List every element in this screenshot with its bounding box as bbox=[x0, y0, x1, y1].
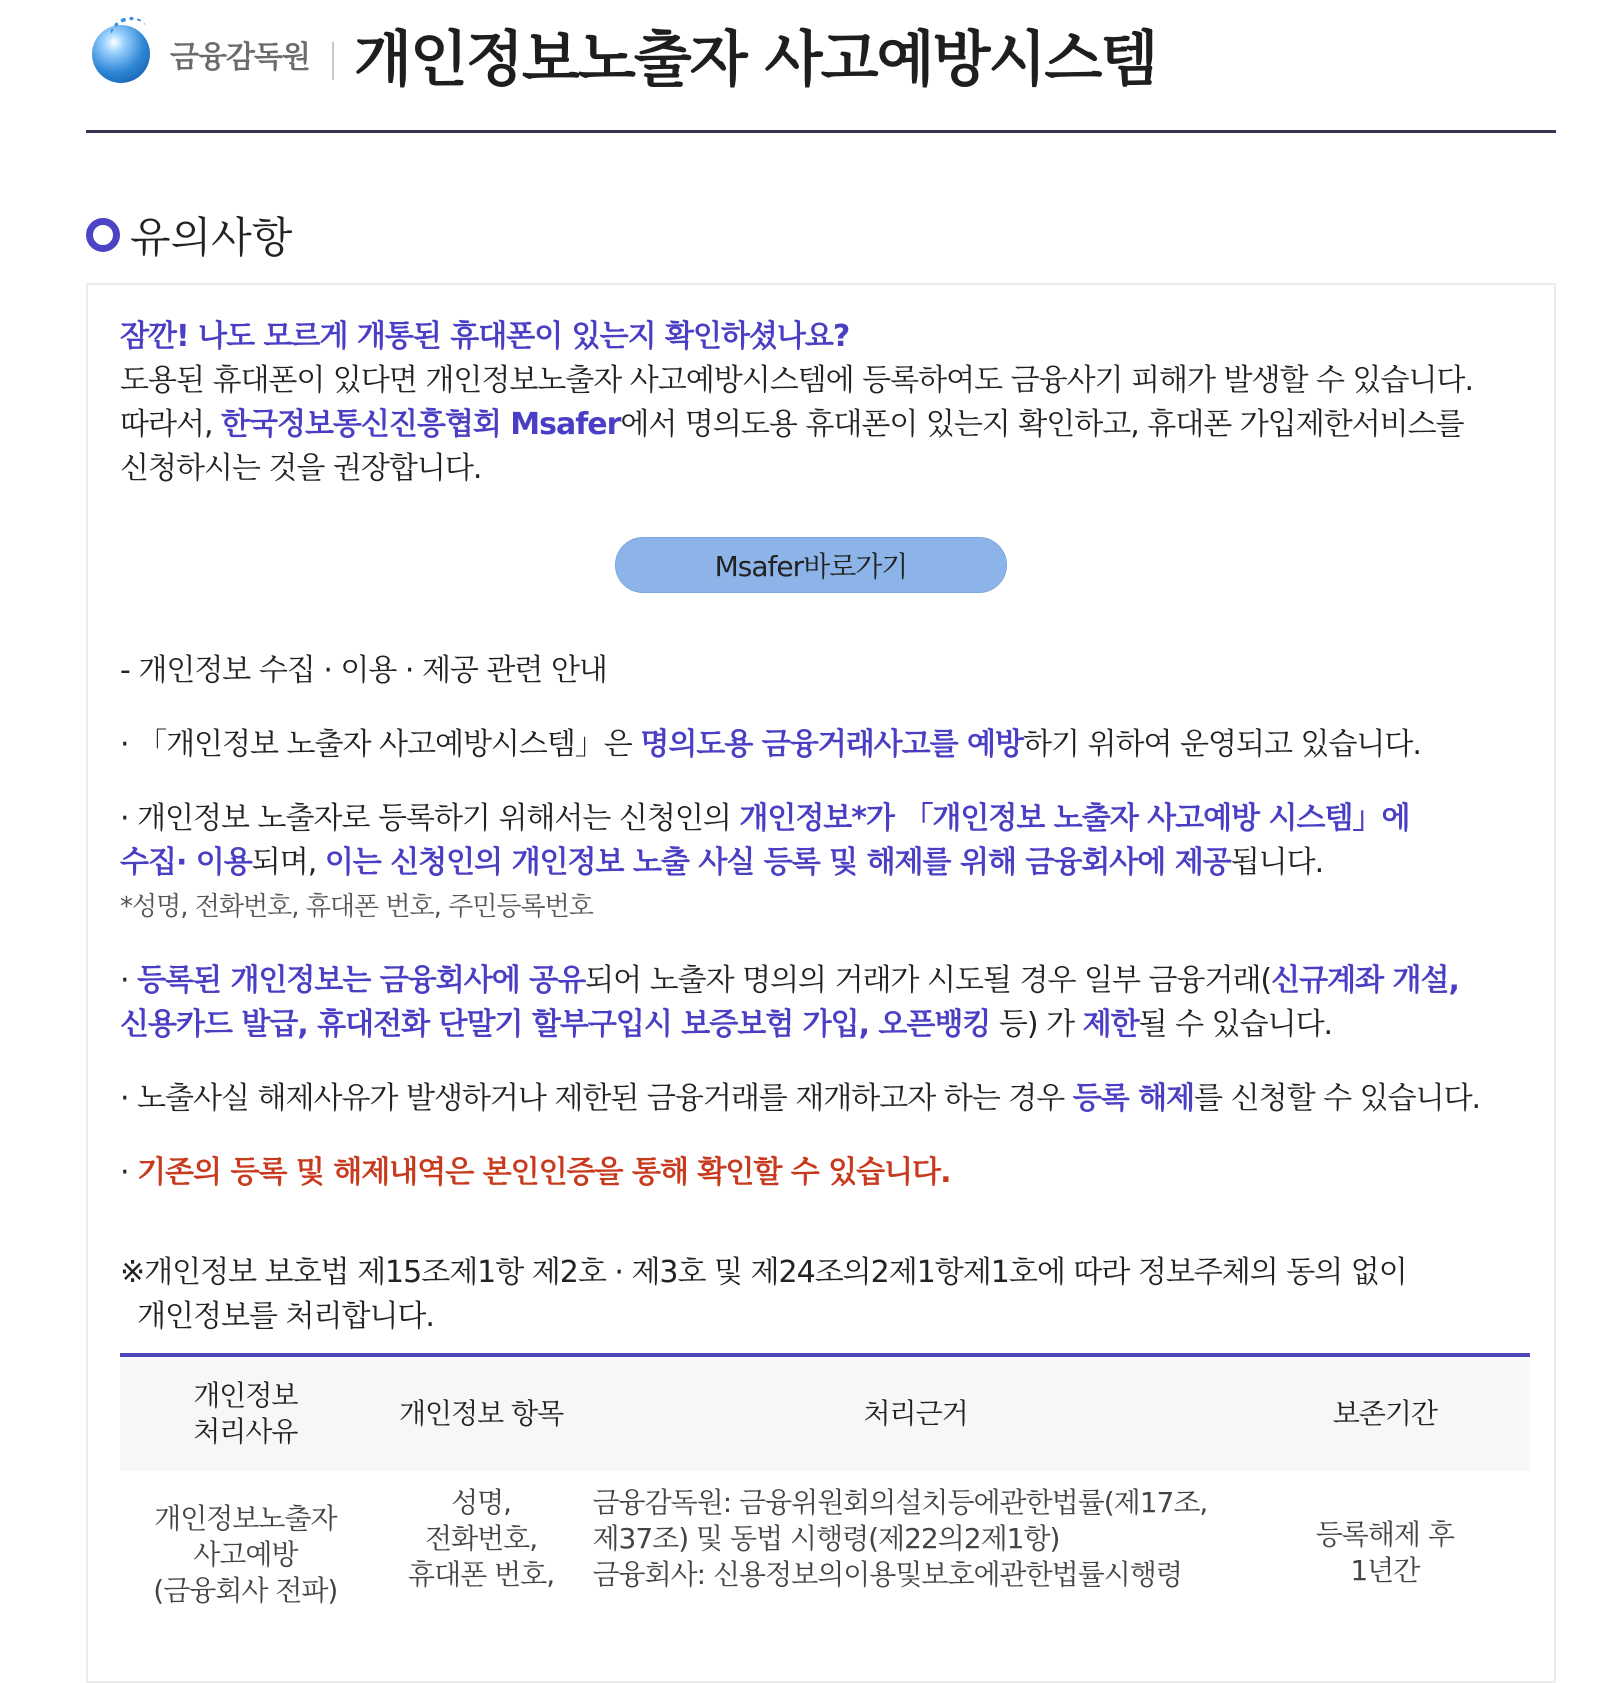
guide-bullet-1: · 「개인정보 노출자 사고예방시스템」은 명의도용 금융거래사고를 예방하기 위하여 운영되고 있습니다. bbox=[120, 727, 1421, 762]
notice-box bbox=[86, 283, 1556, 1683]
fss-logo[interactable] bbox=[92, 18, 332, 90]
table-header: 처리근거 bbox=[591, 1355, 1239, 1471]
table-cell-period: 등록해제 후 1년간 bbox=[1315, 1518, 1454, 1587]
table-header: 보존기간 bbox=[1240, 1355, 1530, 1471]
guide-bullet-5: · 기존의 등록 및 해제내역은 본인인증을 통해 확인할 수 있습니다. bbox=[120, 1155, 951, 1190]
guide-bullet-4: · 노출사실 해제사유가 발생하거나 제한된 금융거래를 재개하고자 하는 경우 등록 해제를 신청할 수 있습니다. bbox=[120, 1081, 1481, 1116]
notice-line-3: 신청하시는 것을 권장합니다. bbox=[120, 451, 482, 486]
section-title: 유의사항 bbox=[130, 213, 293, 262]
guide-bullet-2-note: *성명, 전화번호, 휴대폰 번호, 주민등록번호 bbox=[120, 892, 593, 922]
table-header: 개인정보 항목 bbox=[371, 1355, 592, 1471]
law-notice-line-1: ※개인정보 보호법 제15조제1항 제2호 · 제3호 및 제24조의2제1항제1호에 따라 정보주체의 동의 없이 bbox=[120, 1255, 1407, 1290]
notice-line-2: 따라서, 한국정보통신진흥협회 Msafer에서 명의도용 휴대폰이 있는지 확인하고, 휴대폰 가입제한서비스를 bbox=[120, 407, 1464, 442]
notice-content bbox=[120, 315, 1530, 1610]
logo-text: 금융감독원 bbox=[170, 40, 310, 75]
page-header bbox=[86, 0, 1556, 133]
table-cell-items: 성명, 전화번호, 휴대폰 번호, bbox=[408, 1486, 555, 1591]
guide-heading: - 개인정보 수집 · 이용 · 제공 관련 안내 bbox=[120, 653, 607, 688]
msafer-button[interactable]: Msafer바로가기 bbox=[615, 537, 1007, 593]
notice-line-1: 도용된 휴대폰이 있다면 개인정보노출자 사고예방시스템에 등록하여도 금융사기 피해가 발생할 수 있습니다. bbox=[120, 363, 1473, 398]
table-cell-basis: 금융감독원: 금융위원회의설치등에관한법률(제17조, 제37조) 및 동법 시행령(제22의2제1항) 금융회사: 신용정보의이용및보호에관한법률시행령 bbox=[592, 1486, 1208, 1591]
circle-bullet-icon bbox=[86, 218, 120, 252]
notice-headline: 잠깐! 나도 모르게 개통된 휴대폰이 있는지 확인하셨나요? bbox=[120, 319, 850, 354]
divider bbox=[332, 42, 334, 80]
section-header bbox=[86, 205, 292, 265]
fss-logo-icon bbox=[92, 25, 150, 83]
table-cell-reason: 개인정보노출자 사고예방 (금융회사 전파) bbox=[153, 1502, 338, 1607]
table-row bbox=[120, 1471, 1530, 1610]
processing-table bbox=[120, 1353, 1530, 1610]
table-header-row bbox=[120, 1355, 1530, 1471]
msafer-highlight: 한국정보통신진흥협회 Msafer bbox=[221, 407, 621, 442]
page-title: 개인정보노출자 사고예방시스템 bbox=[354, 25, 1157, 95]
table-header: 개인정보 처리사유 bbox=[120, 1355, 371, 1471]
guide-bullet-3: · 등록된 개인정보는 금융회사에 공유되어 노출자 명의의 거래가 시도될 경우 일부 금융거래(신규계좌 개설, 신용카드 발급, 휴대전화 단말기 할부구입시 보증보험 가입, 오픈뱅킹 등) 가 제한될 수 있습니다. bbox=[120, 963, 1459, 1042]
law-notice-line-2: 개인정보를 처리합니다. bbox=[120, 1299, 434, 1334]
verification-notice: 기존의 등록 및 해제내역은 본인인증을 통해 확인할 수 있습니다. bbox=[137, 1155, 951, 1190]
guide-bullet-2: · 개인정보 노출자로 등록하기 위해서는 신청인의 개인정보*가 「개인정보 노출자 사고예방 시스템」에 수집· 이용되며, 이는 신청인의 개인정보 노출 사실 등록 및 해제를 위해 금융회사에 제공됩니다. bbox=[120, 801, 1410, 880]
